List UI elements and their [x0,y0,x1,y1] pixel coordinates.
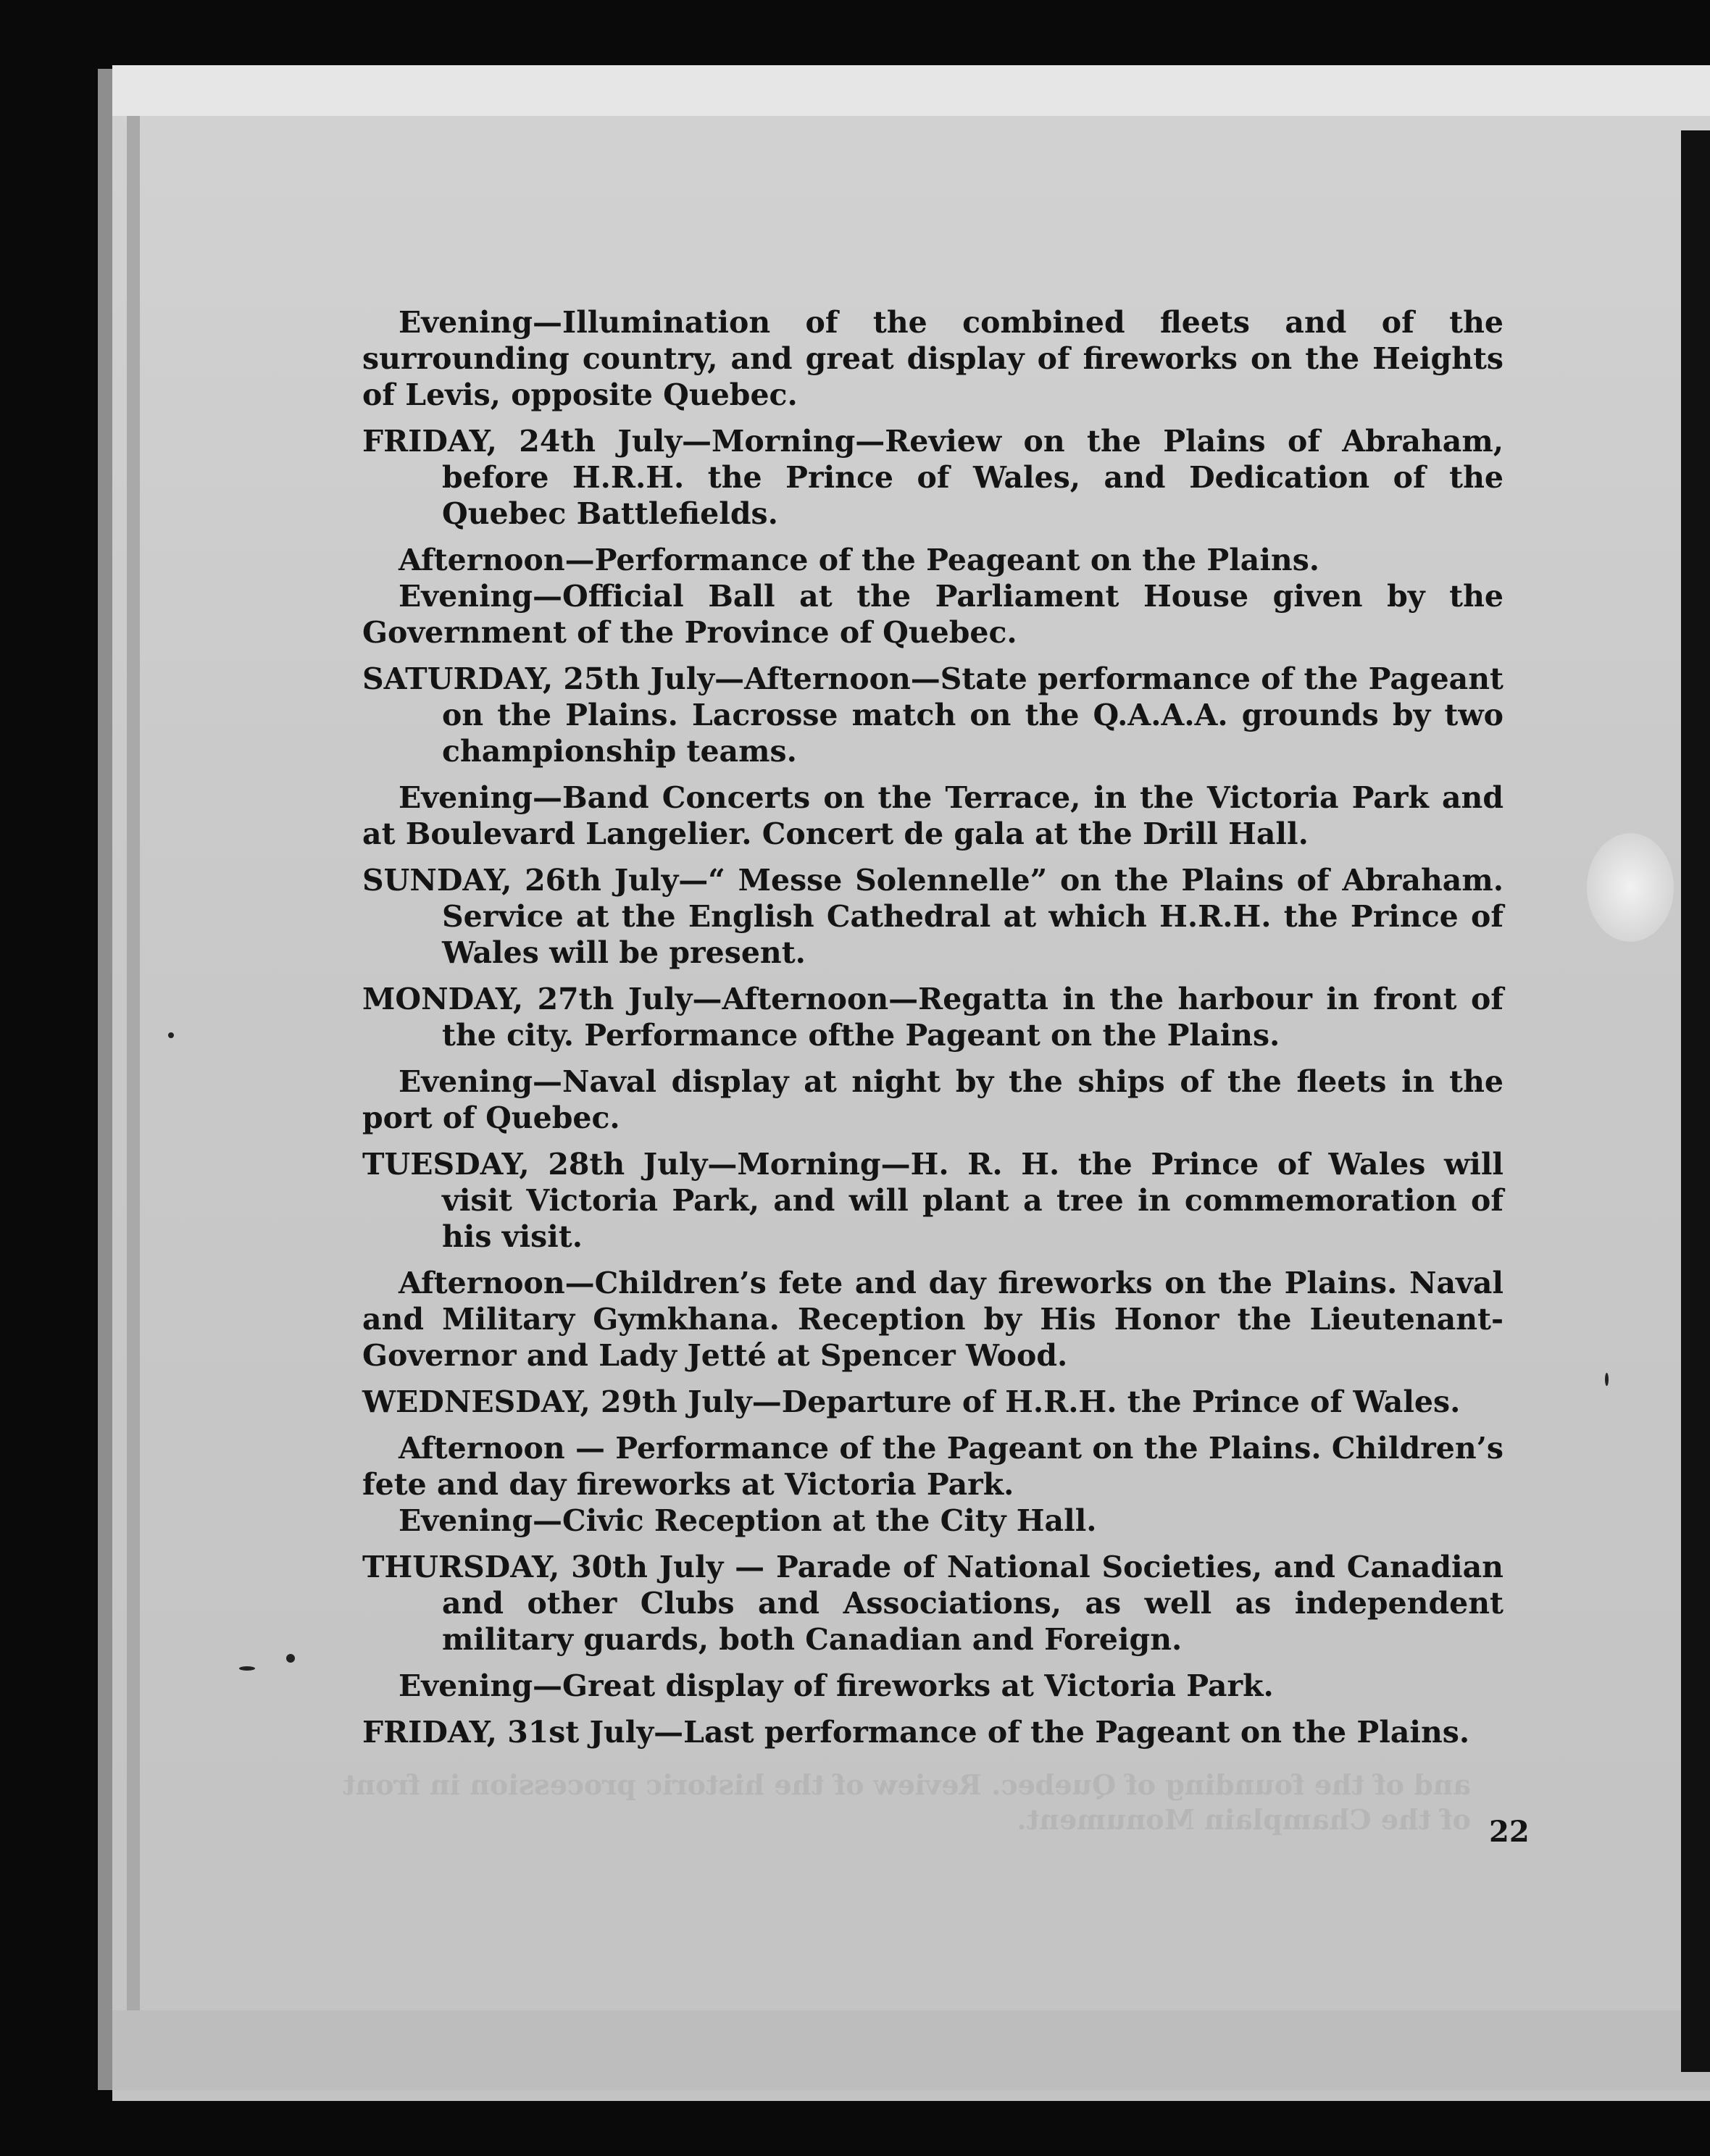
schedule-entry: Evening—Illumination of the combined fleets and of the surrounding country, and great display of fireworks on the Heights of Levis, opposite Quebec. [362,305,1503,412]
schedule-entry: WEDNESDAY, 29th July—Departure of H.R.H. the Prince of Wales. [362,1384,1461,1419]
schedule-entry: Afternoon — Performance of the Pageant on the Plains. Children’s fete and day fireworks at Victoria Park. [362,1431,1503,1502]
schedule-entry: Evening—Naval display at night by the ships of the fleets in the port of Quebec. [362,1064,1503,1135]
schedule-entry: FRIDAY, 24th July—Morning—Review on the Plains of Abraham, before H.R.H. the Prince of Wales, and Dedication of the Quebec Battlefields. [362,424,1503,531]
schedule-entry: SUNDAY, 26th July—“ Messe Solennelle” on the Plains of Abraham. Service at the English Cathedral at which H.R.H. the Prince of Wales will be present. [362,863,1503,970]
schedule-entry: SATURDAY, 25th July—Afternoon—State performance of the Pageant on the Plains. Lacrosse match on the Q.A.A.A. grounds by two championship teams. [362,661,1503,769]
schedule-entry: Evening—Great display of fireworks at Victoria Park. [399,1668,1274,1703]
dust-speck [168,1032,174,1038]
light-glare [1587,833,1674,942]
dust-speck [286,1654,295,1663]
schedule-entry: THURSDAY, 30th July — Parade of National Societies, and Canadian and other Clubs and Associations, as well as independent military guards, both Canadian and Foreign. [362,1550,1503,1657]
dust-speck [1605,1373,1609,1386]
page-inner-edge [127,109,140,2050]
schedule-entry: Evening—Official Ball at the Parliament House given by the Government of the Province of Quebec. [362,579,1503,650]
schedule-entry: Afternoon—Children’s fete and day fireworks on the Plains. Naval and Military Gymkhana. Reception by His Honor the Lieutenant-Governor and Lady Jetté at Spencer Wood. [362,1266,1503,1373]
dust-speck [239,1666,255,1671]
schedule-entry: FRIDAY, 31st July—Last performance of the Pageant on the Plains. [362,1715,1470,1750]
schedule-entry: MONDAY, 27th July—Afternoon—Regatta in the harbour in front of the city. Performance ofthe Pageant on the Plains. [362,982,1503,1053]
schedule-text [362,304,1503,1760]
page-number: 22 [1489,1815,1530,1849]
schedule-entry: Afternoon—Performance of the Peageant on the Plains. [399,543,1320,577]
right-dark-border [1681,130,1710,2072]
schedule-entry: Evening—Civic Reception at the City Hall. [399,1503,1097,1538]
schedule-entry: Evening—Band Concerts on the Terrace, in the Victoria Park and at Boulevard Langelier. Concert de gala at the Drill Hall. [362,780,1503,851]
page-bottom-band [112,2010,1710,2090]
schedule-entry: TUESDAY, 28th July—Morning—H. R. H. the Prince of Wales will visit Victoria Park, and will plant a tree in commemoration of his visit. [362,1147,1503,1254]
bleed-through-text: and of the founding of Quebec. Review of the historic procession in front of the Champlain Monument. [342,1768,1471,1836]
page-top-band [112,65,1710,116]
